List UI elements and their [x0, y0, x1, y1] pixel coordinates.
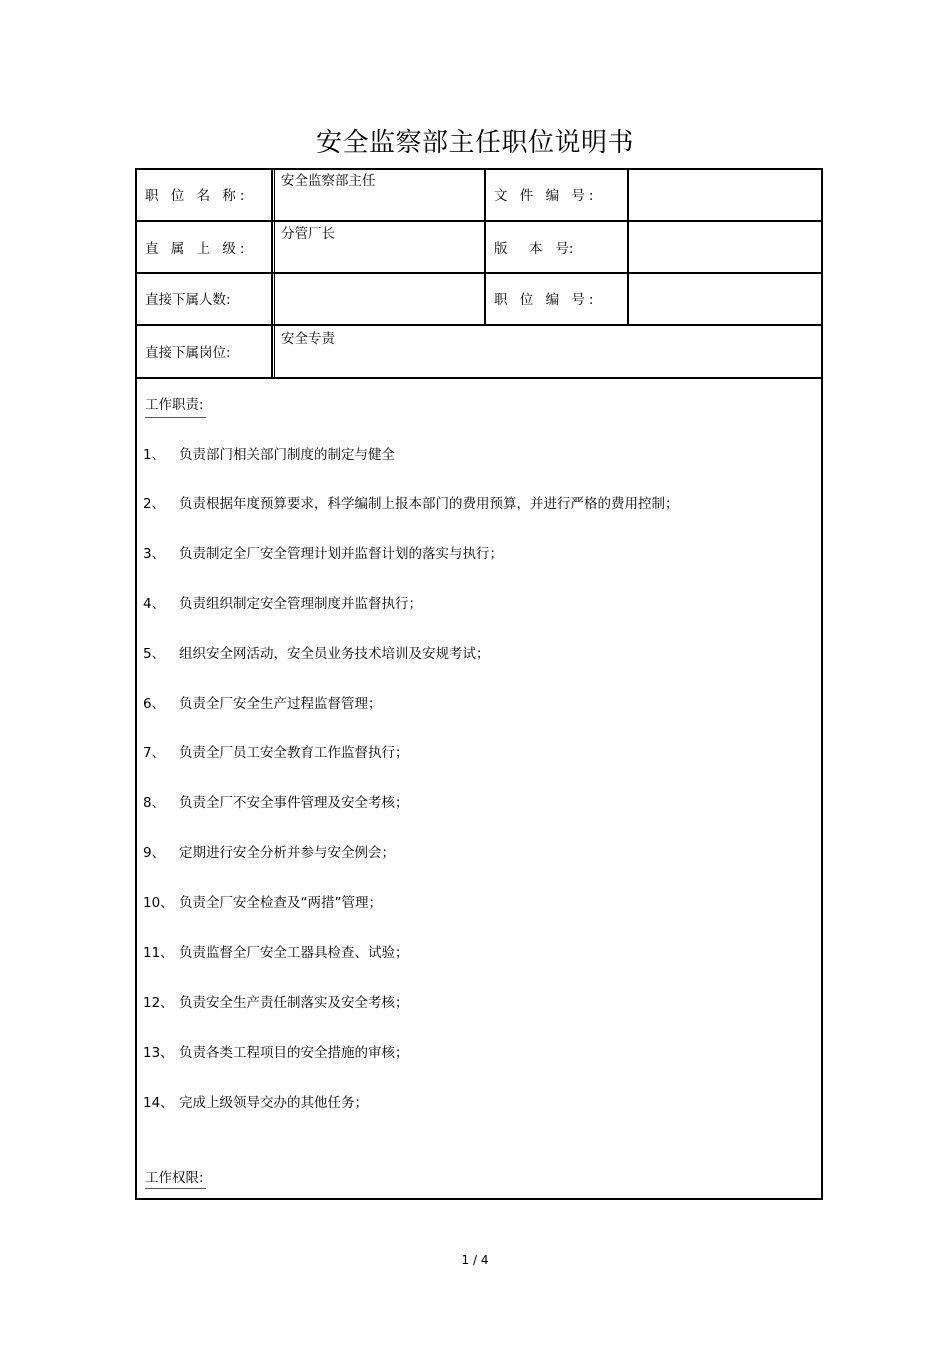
row-divider	[135, 377, 823, 379]
duty-number: 7、	[143, 745, 166, 761]
duty-item	[143, 447, 395, 463]
row-divider	[135, 220, 823, 222]
duty-text: 负责各类工程项目的安全措施的审核；	[179, 1045, 409, 1061]
duty-text: 负责根据年度预算要求，科学编制上报本部门的费用预算，并进行严格的费用控制；	[179, 496, 679, 512]
duty-number: 2、	[143, 496, 166, 512]
duty-item	[143, 845, 395, 861]
duty-item	[143, 646, 490, 662]
duty-text: 完成上级领导交办的其他任务；	[179, 1095, 368, 1111]
page-number: 1 / 4	[461, 1253, 489, 1267]
duty-text: 负责安全生产责任制落实及安全考核；	[179, 995, 409, 1011]
duty-number: 1、	[143, 447, 166, 463]
duty-item	[143, 596, 422, 612]
duty-text: 负责全厂员工安全教育工作监督执行；	[179, 745, 409, 761]
authority-heading-text: 工作权限:	[145, 1170, 204, 1186]
duty-text: 定期进行安全分析并参与安全例会；	[179, 845, 395, 861]
heading-underline	[145, 417, 206, 418]
column-divider	[627, 168, 629, 326]
doc-number-label: 文 件 编 号:	[494, 188, 598, 204]
duties-heading-text: 工作职责:	[145, 397, 204, 413]
duty-item	[143, 795, 409, 811]
duty-number: 8、	[143, 795, 166, 811]
duty-text: 负责全厂安全生产过程监督管理；	[179, 696, 382, 712]
duty-item	[143, 745, 409, 761]
duty-text: 组织安全网活动，安全员业务技术培训及安规考试；	[179, 646, 490, 662]
version-label: 版 本 号:	[494, 241, 574, 257]
duty-number: 13、	[143, 1045, 174, 1061]
subordinate-posts-label: 直接下属岗位:	[145, 345, 231, 361]
duty-item	[143, 945, 409, 961]
duty-text: 负责全厂安全检查及“两措”管理；	[179, 895, 382, 911]
duty-item	[143, 895, 382, 911]
column-divider	[274, 168, 275, 378]
duty-number: 14、	[143, 1095, 174, 1111]
position-code-label: 职 位 编 号:	[494, 292, 598, 308]
column-divider	[484, 168, 486, 326]
duty-text: 负责组织制定安全管理制度并监督执行；	[179, 596, 422, 612]
superior-label: 直 属 上 级:	[145, 241, 249, 257]
duty-number: 9、	[143, 845, 166, 861]
position-name-label: 职 位 名 称:	[145, 188, 249, 204]
document-title: 安全监察部主任职位说明书	[315, 128, 634, 158]
duty-number: 6、	[143, 696, 166, 712]
duty-text: 负责监督全厂安全工器具检查、试验；	[179, 945, 409, 961]
duty-item	[143, 995, 409, 1011]
duty-number: 4、	[143, 596, 166, 612]
duty-item	[143, 496, 679, 512]
duty-text: 负责部门相关部门制度的制定与健全	[179, 447, 395, 463]
duty-number: 12、	[143, 995, 174, 1011]
duty-number: 11、	[143, 945, 174, 961]
subordinate-count-label: 直接下属人数:	[145, 292, 231, 308]
row-divider	[135, 324, 823, 326]
duty-number: 10、	[143, 895, 174, 911]
column-divider	[271, 168, 273, 378]
duty-item	[143, 1045, 409, 1061]
duty-number: 3、	[143, 546, 166, 562]
duties-heading	[145, 397, 204, 413]
duty-number: 5、	[143, 646, 166, 662]
duty-text: 负责制定全厂安全管理计划并监督计划的落实与执行；	[179, 546, 503, 562]
duty-text: 负责全厂不安全事件管理及安全考核；	[179, 795, 409, 811]
duty-item	[143, 546, 503, 562]
subordinate-posts-value: 安全专责	[281, 331, 335, 347]
row-divider	[135, 272, 823, 274]
duty-item	[143, 696, 382, 712]
authority-heading	[145, 1170, 204, 1186]
position-name-value: 安全监察部主任	[281, 173, 376, 189]
heading-underline	[145, 1188, 206, 1189]
duty-item	[143, 1095, 368, 1111]
superior-value: 分管厂长	[281, 226, 335, 242]
